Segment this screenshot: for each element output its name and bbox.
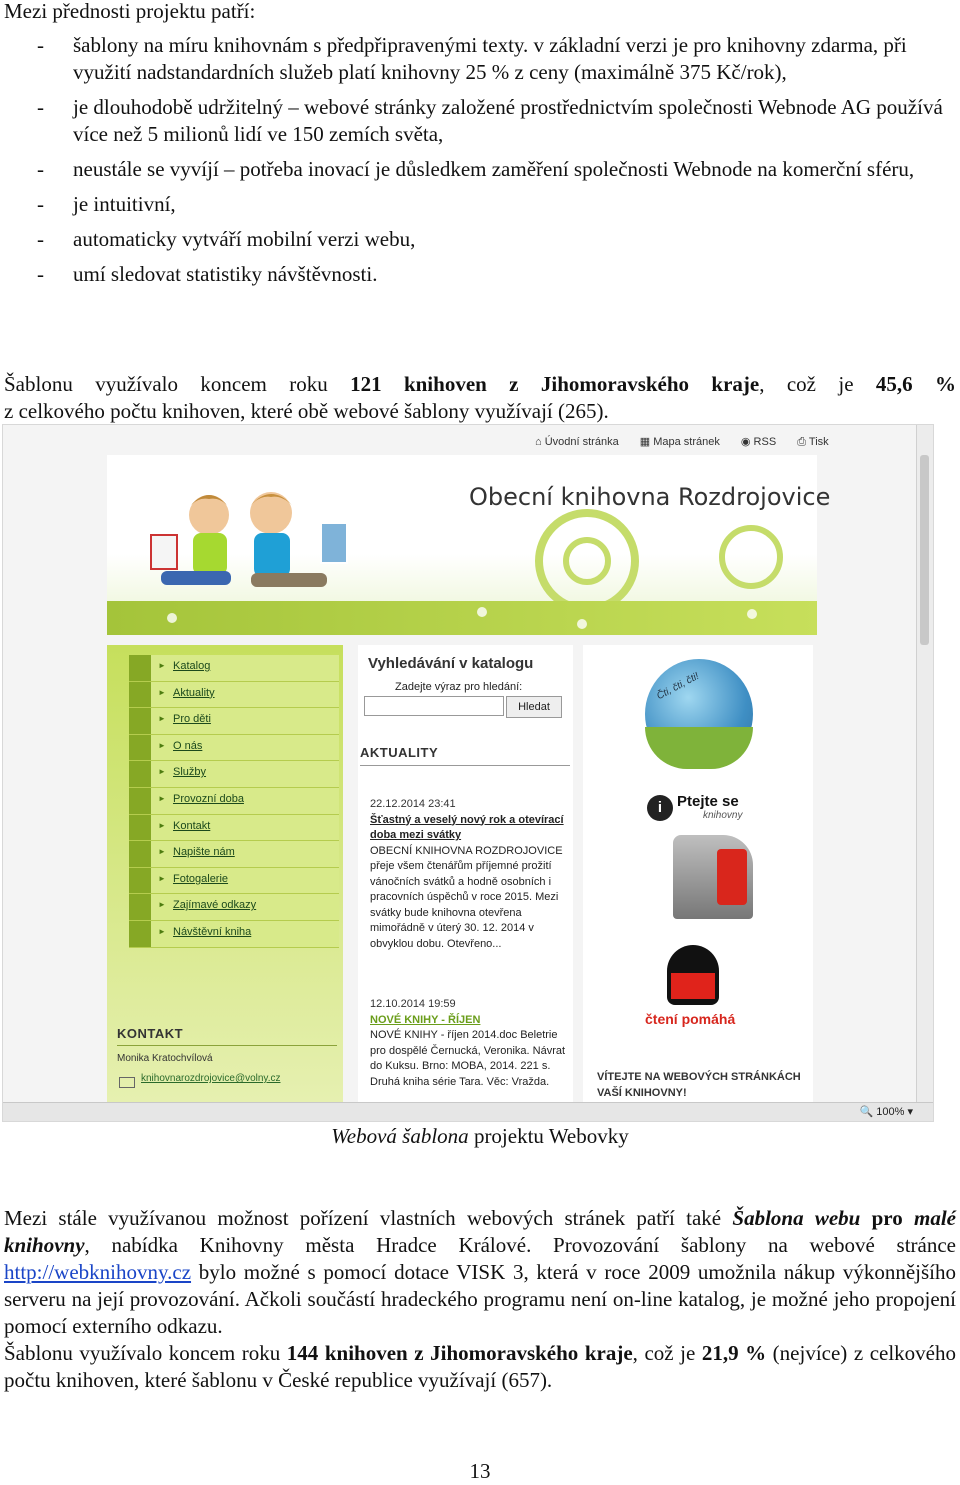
news-body: NOVÉ KNIHY - říjen 2014.doc Beletrie pro dospělé Černucká, Veronika. Návrat do Kuksu. Brno: MOBA, 2014. 221 s. Druhá kniha série Tara. Věc: Vražda. <box>370 1029 566 1088</box>
menu-item-napiste-nam[interactable] <box>129 841 339 868</box>
list-item <box>0 191 950 218</box>
home-link[interactable]: ⌂ Úvodní stránka <box>535 436 619 448</box>
paragraph-stats-1 <box>4 371 956 425</box>
menu-item-label: ► Kontakt <box>173 819 211 832</box>
reader-logo-image <box>667 945 719 1005</box>
news-date: 12.10.2014 19:59 <box>370 998 456 1010</box>
search-input[interactable] <box>364 696 504 716</box>
children-reading-image <box>121 475 361 615</box>
menu-item-katalog[interactable] <box>129 655 339 682</box>
decor-swirl <box>563 537 611 585</box>
contact-heading: KONTAKT <box>117 1026 184 1041</box>
bullet-dash: - <box>37 33 44 57</box>
text-run: bylo možné s pomocí dotace VISK 3, která v roce 2009 umožnila nákup výkonnějšího serveru na její provozování. Ačkoli součástí hradeckého programu není on-line katalog, je možné jeho propojení pomocí externího odkazu. <box>4 1260 956 1338</box>
news-title-link[interactable]: NOVÉ KNIHY - ŘÍJEN <box>370 1013 481 1026</box>
paragraph <box>4 1340 956 1394</box>
scrollbar-thumb[interactable] <box>920 455 929 645</box>
chair-books-image <box>673 835 753 919</box>
menu-item-sluzby[interactable] <box>129 761 339 788</box>
list-item <box>0 226 950 253</box>
bold-run: 45,6 % <box>875 372 957 396</box>
search-label: Zadejte výraz pro hledání: <box>395 681 523 693</box>
site-top-links <box>535 435 847 449</box>
menu-item-pro-deti[interactable] <box>129 708 339 735</box>
reading-globe-logo[interactable] <box>645 659 753 769</box>
menu-item-label: ► O nás <box>173 739 203 752</box>
bold-run: pro <box>871 1206 915 1230</box>
site-sidebar <box>107 645 343 1105</box>
caption-italic: Webová šablona <box>331 1124 469 1148</box>
text-run: , což je <box>632 1341 702 1365</box>
menu-item-zajimave-odkazy[interactable] <box>129 894 339 921</box>
browser-status-bar <box>3 1102 933 1121</box>
news-title-link[interactable]: Šťastný a veselý nový rok a otevírací doba mezi svátky <box>370 813 564 841</box>
menu-item-label: ► Napište nám <box>173 846 235 859</box>
list-item <box>0 94 950 148</box>
menu-item-fotogalerie[interactable] <box>129 868 339 895</box>
site-main <box>358 645 573 1105</box>
menu-item-provozni-doba[interactable] <box>129 788 339 815</box>
info-icon: i <box>647 795 673 821</box>
decor-dot <box>577 619 587 629</box>
bold-run: 21,9 % <box>701 1341 767 1365</box>
decor-hill <box>645 727 753 769</box>
news-item <box>370 997 570 1090</box>
list-item <box>0 156 950 183</box>
bullet-dash: - <box>37 227 44 251</box>
paragraph <box>4 1205 956 1340</box>
menu-item-label: ► Zajímavé odkazy <box>173 899 257 912</box>
news-item <box>370 797 570 952</box>
website-screenshot <box>2 424 934 1122</box>
list-item-text: automaticky vytváří mobilní verzi webu, <box>73 227 416 251</box>
menu-item-label: ► Návštěvní kniha <box>173 925 252 938</box>
advantages-list <box>0 32 950 296</box>
list-item-text: je intuitivní, <box>73 192 176 216</box>
globe-text: Čti, čti, čti! <box>655 670 702 703</box>
menu-item-label: ► Fotogalerie <box>173 872 229 885</box>
webknihovny-link[interactable]: http://webknihovny.cz <box>4 1260 192 1284</box>
site-menu <box>129 655 339 948</box>
decor-dot <box>747 609 757 619</box>
decor-dot <box>477 607 487 617</box>
menu-item-label: ► Služby <box>173 766 207 779</box>
page-number: 13 <box>469 1459 491 1483</box>
bold-italic-run: malé knihovny <box>4 1206 957 1257</box>
text-run: Mezi stále využívanou možnost pořízení vlastních webových stránek patří také <box>4 1206 733 1230</box>
bullet-dash: - <box>37 262 44 286</box>
decor-dot <box>167 613 177 623</box>
menu-item-label: ► Aktuality <box>173 686 215 699</box>
sitemap-link[interactable]: ▦ Mapa stránek <box>639 436 720 448</box>
menu-item-label: ► Pro děti <box>173 713 211 726</box>
paragraph-sablona <box>4 1205 956 1394</box>
contact-email-link[interactable]: knihovnarozdrojovice@volny.cz <box>141 1073 281 1084</box>
ptejte-subtitle: knihovny <box>703 810 743 821</box>
bullet-dash: - <box>37 157 44 181</box>
text-run: , což je <box>759 372 876 396</box>
list-item <box>0 261 950 288</box>
menu-item-o-nas[interactable] <box>129 735 339 762</box>
site-title: Obecní knihovna Rozdrojovice <box>469 483 831 511</box>
menu-item-aktuality[interactable] <box>129 682 339 709</box>
list-item-text: šablony na míru knihovnám s předpřipravenými texty. v základní verzi je pro knihovny zdarma, při využití nadstandardních služeb platí knihovny 25 % z ceny (maximálně 375 Kč/rok), <box>73 33 907 84</box>
ptejte-se-logo[interactable] <box>677 793 742 821</box>
list-item-text: neustále se vyvíjí – potřeba inovací je důsledkem zaměření společnosti Webnode na komerční sféru, <box>73 157 915 181</box>
list-item-text: umí sledovat statistiky návštěvnosti. <box>73 262 378 286</box>
bold-run: 144 knihoven z Jihomoravského kraje <box>286 1341 633 1365</box>
rss-link[interactable]: ◉ RSS <box>740 436 777 448</box>
news-body: OBECNÍ KNIHOVNA ROZDROJOVICE přeje všem čtenářům příjemné prožití vánočních svátků a hodně osobních i pracovních úspěchů v roce 2015. Mezi svátky bude knihovna otevřena mimořádně v úterý 30. 12. 2014 v obvyklou dobu. Otevřeno... <box>370 844 563 950</box>
news-heading: AKTUALITY <box>360 745 439 760</box>
mail-icon <box>119 1077 135 1088</box>
welcome-text: VÍTEJTE NA WEBOVÝCH STRÁNKÁCH VAŠÍ KNIHOVNY! <box>597 1071 801 1099</box>
list-item-text: je dlouhodobě udržitelný – webové stránky založené prostřednictvím společnosti Webnode AG používá více než 5 milionů lidí ve 150 zemích světa, <box>73 95 943 146</box>
site-right-column <box>583 645 813 1105</box>
text-run: Šablonu využívalo koncem roku <box>4 372 351 396</box>
intro-text: Mezi přednosti projektu patří: <box>4 0 256 23</box>
text-run: Šablonu využívalo koncem roku <box>4 1341 287 1365</box>
paragraph-line: z celkového počtu knihoven, které obě webové šablony využívají (265). <box>4 399 609 423</box>
ptejte-title: Ptejte se <box>677 793 739 810</box>
banner-stripe <box>107 601 817 635</box>
cteni-pomaha-link[interactable]: čtení pomáhá <box>645 1011 736 1027</box>
figure-caption <box>0 1123 960 1150</box>
print-link[interactable]: ⎙ Tisk <box>797 436 829 448</box>
divider <box>117 1045 337 1046</box>
bold-run: 121 knihoven z Jihomoravského kraje <box>350 372 760 396</box>
bullet-dash: - <box>37 192 44 216</box>
text-run: , nabídka Knihovny města Hradce Králové. Provozování šablony na webové stránce <box>84 1233 956 1257</box>
text-run: (nejvíce) z celkového počtu knihoven, které šablonu v České republice využívají (657). <box>4 1341 957 1392</box>
decor-swirl <box>719 525 783 589</box>
site-banner <box>107 455 831 635</box>
menu-item-navstevni-kniha[interactable] <box>129 921 339 948</box>
bullet-dash: - <box>37 95 44 119</box>
contact-name: Monika Kratochvílová <box>117 1053 213 1064</box>
paragraph-line <box>4 371 956 398</box>
menu-item-label: ► Provozní doba <box>173 792 244 805</box>
news-date: 22.12.2014 23:41 <box>370 798 456 810</box>
search-button[interactable]: Hledat <box>506 696 562 718</box>
bold-italic-run: Šablona webu <box>732 1206 861 1230</box>
menu-item-label: ► Katalog <box>173 660 211 672</box>
menu-item-kontakt[interactable] <box>129 815 339 842</box>
search-heading: Vyhledávání v katalogu <box>368 655 534 672</box>
zoom-control[interactable]: 🔍 100% ▾ <box>859 1106 913 1118</box>
caption-text: projektu Webovky <box>468 1124 629 1148</box>
list-item <box>0 32 950 86</box>
divider <box>360 765 570 766</box>
scrollbar[interactable] <box>916 425 933 1105</box>
